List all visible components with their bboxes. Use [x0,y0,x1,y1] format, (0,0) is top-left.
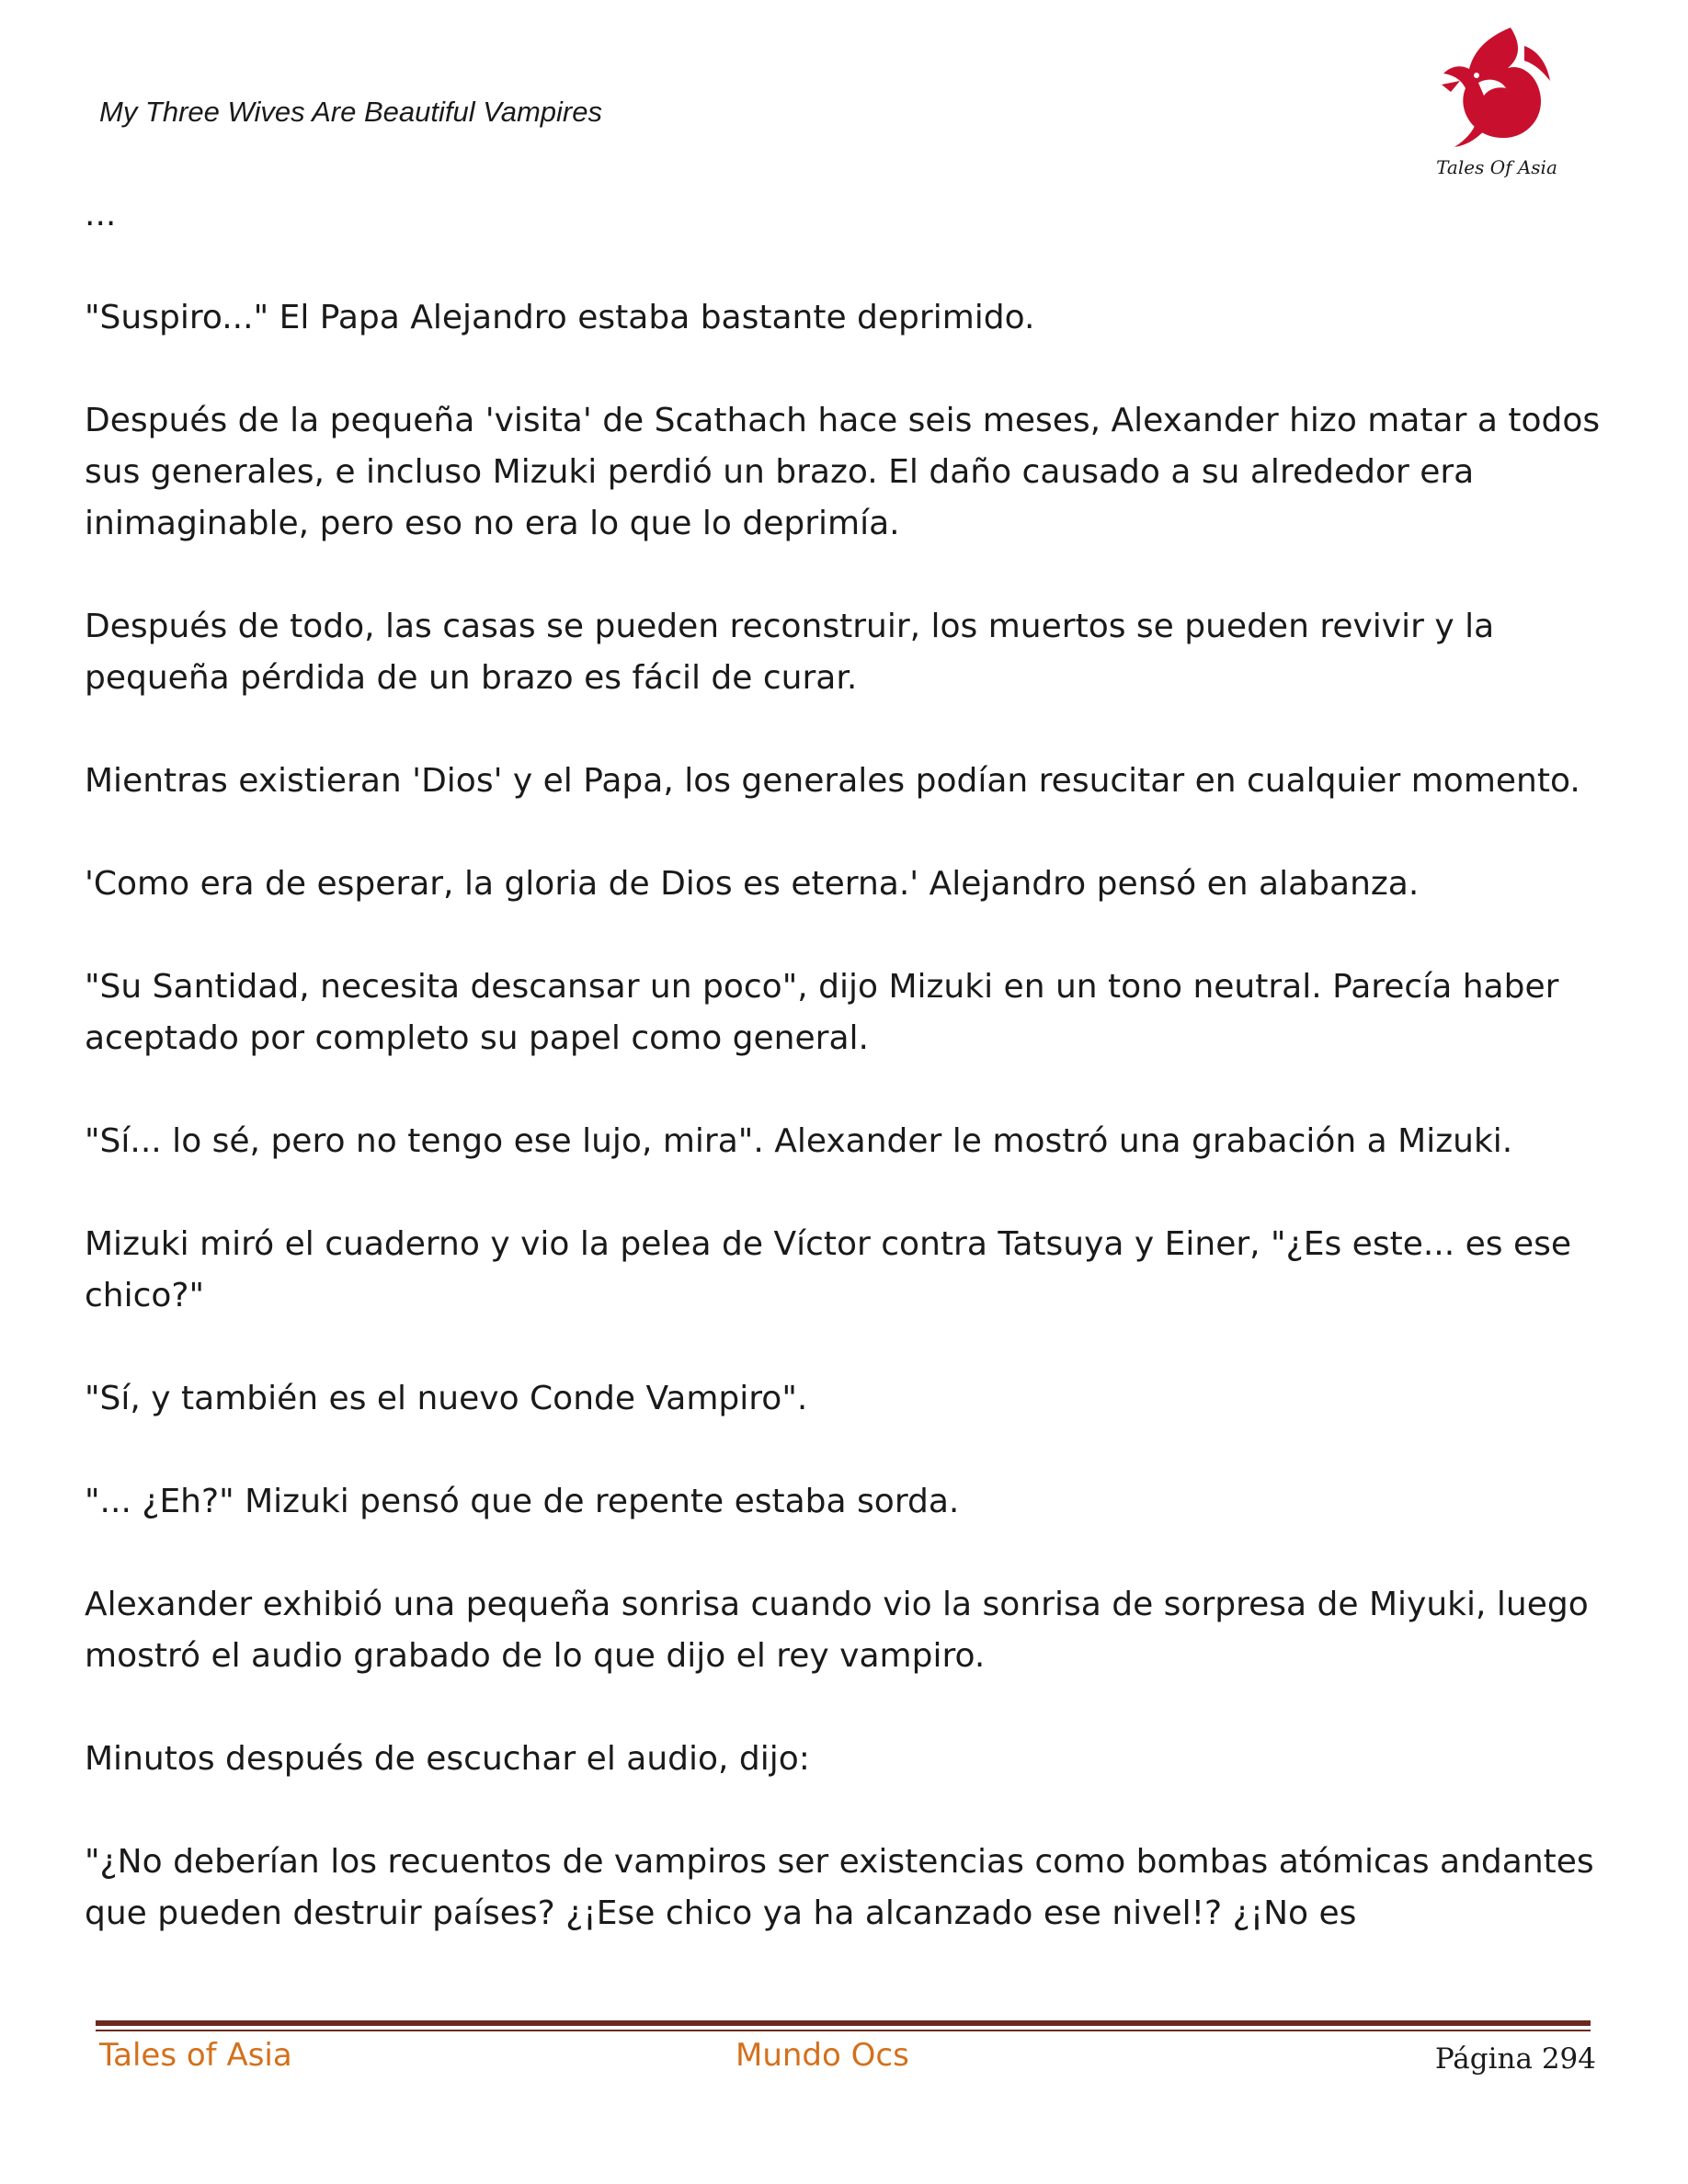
tales-of-asia-logo [1423,18,1570,184]
paragraph: "Sí, y también es el nuevo Conde Vampiro". [85,1380,808,1417]
footer-group-name: Mundo Ocs [736,2037,909,2074]
paragraph: "¿No deberían los recuentos de vampiros ser existencias como bombas atómicas andantes que pueden destruir países? ¿¡Ese chico ya ha alcanzado ese nivel!? ¿¡No es [85,1843,1594,1932]
paragraph: ... [85,196,117,233]
paragraph: Minutos después de escuchar el audio, dijo: [85,1740,810,1778]
page-number: Página 294 [1434,2042,1596,2076]
red-dragon-icon [1423,18,1570,156]
paragraph: "Su Santidad, necesita descansar un poco", dijo Mizuki en un tono neutral. Parecía haber aceptado por completo su papel como general. [85,968,1559,1057]
paragraph: Alexander exhibió una pequeña sonrisa cuando vio la sonrisa de sorpresa de Miyuki, luego mostró el audio grabado de lo que dijo el rey vampiro. [85,1586,1589,1675]
footer-rule-thin [96,2030,1591,2031]
paragraph: Después de la pequeña 'visita' de Scathach hace seis meses, Alexander hizo matar a todos sus generales, e incluso Mizuki perdió un brazo. El daño causado a su alrededor era inimaginable, pero eso no era lo que lo deprimía. [85,402,1601,542]
paragraph: Mientras existieran 'Dios' y el Papa, los generales podían resucitar en cualquier momento. [85,762,1580,800]
paragraph: Después de todo, las casas se pueden reconstruir, los muertos se pueden revivir y la pequeña pérdida de un brazo es fácil de curar. [85,608,1495,697]
page-body [85,189,1602,1991]
paragraph: Mizuki miró el cuaderno y vio la pelea de Víctor contra Tatsuya y Einer, "¿Es este... es ese chico?" [85,1225,1572,1314]
paragraph: "Suspiro..." El Papa Alejandro estaba bastante deprimido. [85,299,1035,336]
footer-site-name: Tales of Asia [99,2037,292,2074]
paragraph: 'Como era de esperar, la gloria de Dios es eterna.' Alejandro pensó en alabanza. [85,865,1420,903]
footer-rule-thick [96,2020,1591,2026]
paragraph: "Sí... lo sé, pero no tengo ese lujo, mira". Alexander le mostró una grabación a Mizuki. [85,1122,1513,1160]
paragraph: "... ¿Eh?" Mizuki pensó que de repente estaba sorda. [85,1483,960,1520]
document-header-title: My Three Wives Are Beautiful Vampires [99,96,602,128]
logo-text: Tales Of Asia [1436,156,1557,178]
